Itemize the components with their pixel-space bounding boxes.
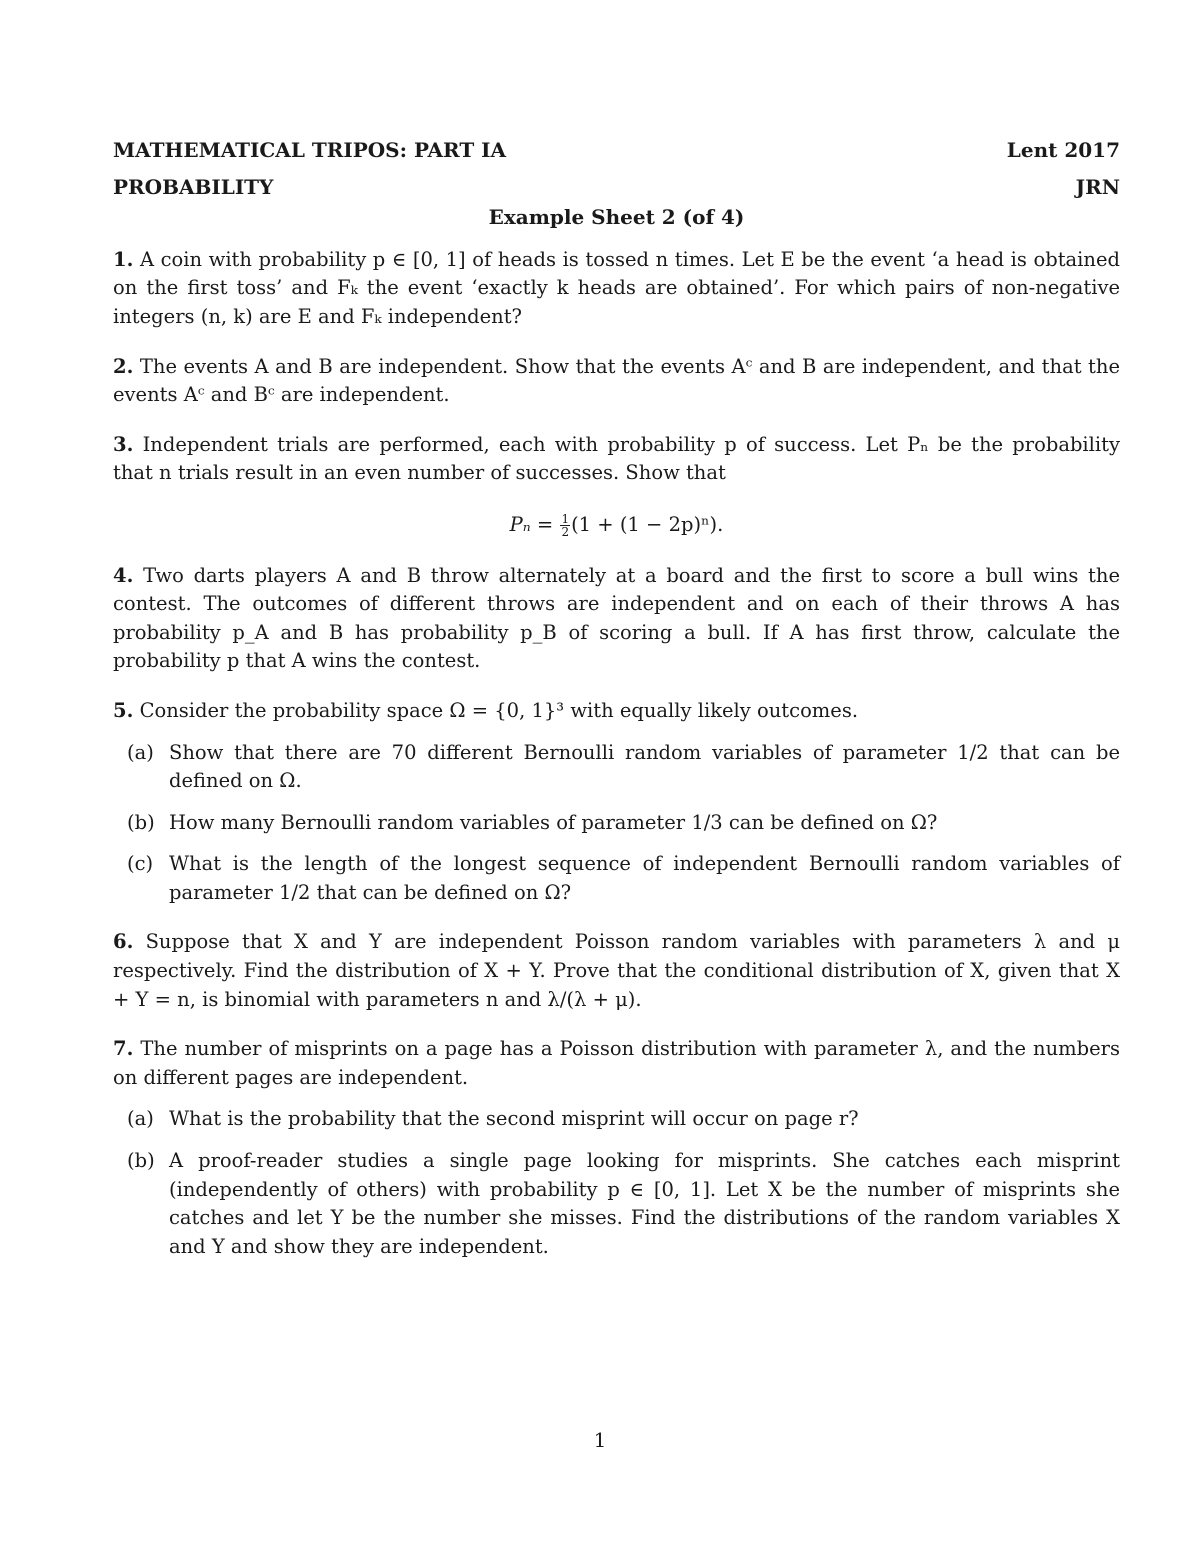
question-number: 3. — [113, 432, 134, 456]
question-text: Consider the probability space Ω = {0, 1}³ with equally likely outcomes. — [139, 698, 859, 722]
question-7 — [113, 1035, 1120, 1261]
question-number: 1. — [113, 247, 134, 271]
part-text: How many Bernoulli random variables of parameter 1/3 can be defined on Ω? — [169, 810, 938, 834]
question-5 — [113, 697, 1120, 908]
sheet-subtitle: Example Sheet 2 (of 4) — [488, 205, 745, 230]
question-parts — [113, 1105, 1120, 1261]
part-text: A proof-reader studies a single page looking for misprints. She catches each misprint (independently of others) with probability p ∈ [0, 1]. Let X be the number of misprints she catches and let Y be the number she misses. Find the distributions of the random variables X and Y and show they are independent. — [169, 1149, 1120, 1258]
question-2 — [113, 353, 1120, 410]
display-formula — [113, 511, 1120, 540]
question-number: 4. — [113, 563, 134, 587]
header-row-1 — [113, 136, 1120, 165]
question-number: 5. — [113, 698, 134, 722]
question-part — [113, 809, 1120, 838]
term-label: Lent 2017 — [1006, 138, 1120, 162]
formula-rhs: (1 + (1 − 2p)ⁿ). — [571, 512, 724, 536]
fraction-numerator: 1 — [561, 511, 570, 526]
question-part — [113, 1105, 1120, 1134]
question-part — [113, 1147, 1120, 1261]
formula-lhs: Pₙ = — [509, 512, 554, 536]
question-text: A coin with probability p ∈ [0, 1] of heads is tossed n times. Let E be the event ‘a head is obtained on the first toss’ and Fₖ the event ‘exactly k heads are obtained’. For which pairs of non-negative integers (n, k) are E and Fₖ independent? — [113, 247, 1120, 328]
exam-sheet-page — [113, 136, 1120, 1282]
question-part — [113, 850, 1120, 907]
subject-title: PROBABILITY — [113, 174, 274, 199]
question-text: The number of misprints on a page has a Poisson distribution with parameter λ, and the numbers on different pages are independent. — [113, 1037, 1120, 1089]
question-3 — [113, 431, 1120, 540]
question-part — [113, 739, 1120, 796]
question-text: The events A and B are independent. Show that the events Aᶜ and B are independent, and that the events Aᶜ and Bᶜ are independent. — [113, 354, 1120, 407]
part-label: (a) — [127, 1107, 154, 1131]
fraction-denominator: 2 — [561, 524, 570, 539]
course-title: MATHEMATICAL TRIPOS: PART IA — [113, 138, 507, 162]
header-row-2 — [113, 173, 1120, 202]
question-parts — [113, 739, 1120, 908]
part-label: (c) — [127, 852, 154, 876]
author-initials: JRN — [1075, 174, 1120, 199]
part-text: What is the probability that the second misprint will occur on page r? — [169, 1107, 859, 1131]
question-1 — [113, 246, 1120, 332]
question-text: Two darts players A and B throw alternately at a board and the first to score a bull wins the contest. The outcomes of different throws are independent and on each of their throws A has probability p_A and B has probability p_B of scoring a bull. If A has first throw, calculate the probability p that A wins the contest. — [113, 563, 1120, 673]
question-number: 2. — [113, 354, 134, 378]
part-label: (a) — [127, 740, 154, 764]
question-4 — [113, 562, 1120, 676]
question-text: Suppose that X and Y are independent Poisson random variables with parameters λ and μ respectively. Find the distribution of X + Y. Prove that the conditional distribution of X, given that X + Y = n, is binomial with parameters n and λ/(λ + μ). — [113, 930, 1121, 1011]
fraction-one-half — [560, 513, 570, 538]
question-text: Independent trials are performed, each with probability p of success. Let Pₙ be the probability that n trials result in an even number of successes. Show that — [113, 432, 1120, 485]
part-label: (b) — [127, 810, 155, 834]
page-number: 1 — [593, 1428, 607, 1452]
question-6 — [113, 928, 1120, 1014]
part-label: (b) — [127, 1149, 155, 1173]
part-text: Show that there are 70 different Bernoulli random variables of parameter 1/2 that can be defined on Ω. — [169, 740, 1120, 793]
question-number: 7. — [113, 1037, 134, 1061]
part-text: What is the length of the longest sequence of independent Bernoulli random variables of parameter 1/2 that can be defined on Ω? — [169, 852, 1120, 904]
question-number: 6. — [113, 930, 134, 954]
